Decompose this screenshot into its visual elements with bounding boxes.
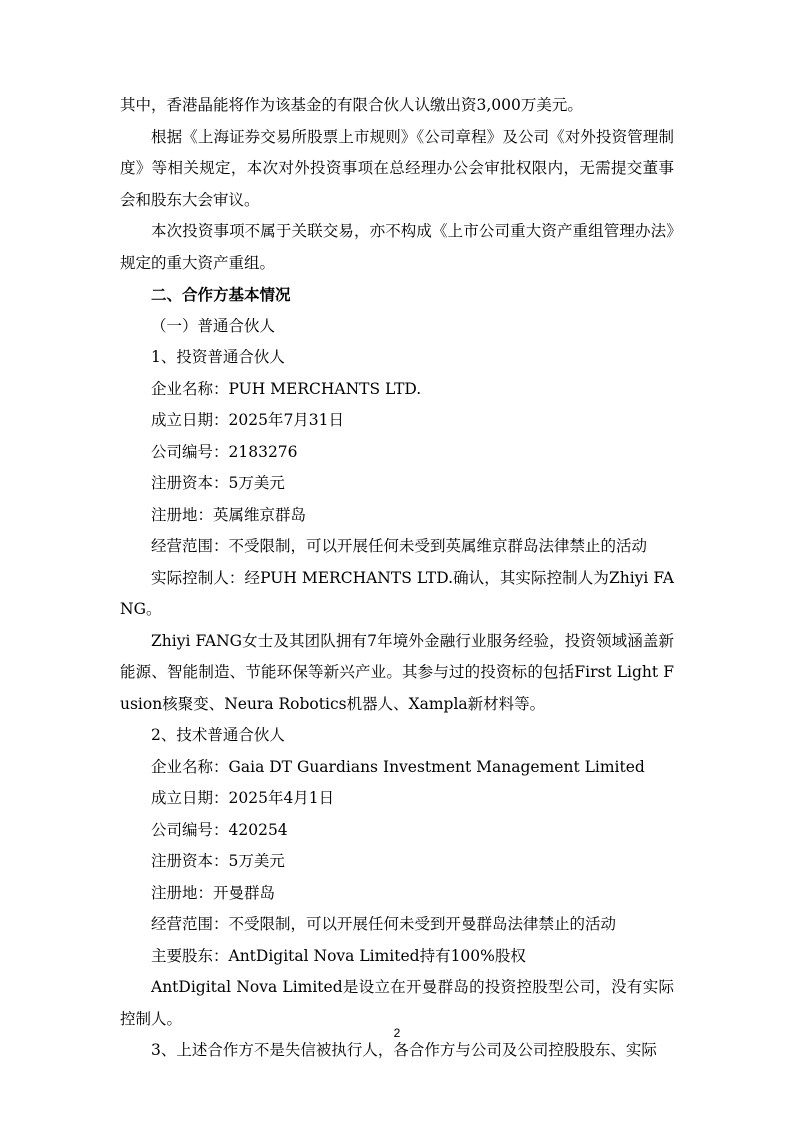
paragraph: 根据《上海证券交易所股票上市规则》《公司章程》及公司《对外投资管理制度》等相关规定，本次对外投资事项在总经理办公会审批权限内，无需提交董事会和股东大会审议。: [120, 127, 674, 209]
document-body: [120, 90, 674, 1067]
field-line: 成立日期：2025年7月31日: [151, 411, 345, 429]
field-line: 实际控制人：经PUH MERCHANTS LTD.确认，其实际控制人为Zhiyi FANG。: [120, 568, 674, 618]
field-line: 注册地：开曼群岛: [151, 883, 276, 902]
item-heading: 1、投资普通合伙人: [151, 348, 285, 366]
section-heading: 二、合作方基本情况: [151, 285, 291, 304]
page-number: 2: [393, 1026, 401, 1040]
field-line: 注册地：英属维京群岛: [151, 505, 307, 524]
field-line: 企业名称：PUH MERCHANTS LTD.: [151, 379, 422, 398]
field-line: 主要股东：AntDigital Nova Limited持有100%股权: [151, 946, 526, 965]
field-line: 成立日期：2025年4月1日: [151, 789, 335, 807]
paragraph: 3、上述合作方不是失信被执行人，各合作方与公司及公司控股股东、实际: [151, 1041, 657, 1059]
paragraph: AntDigital Nova Limited是设立在开曼群岛的投资控股型公司，没有实际控制人。: [120, 978, 674, 1028]
field-line: 经营范围：不受限制，可以开展任何未受到英属维京群岛法律禁止的活动: [151, 537, 648, 555]
field-line: 公司编号：2183276: [151, 442, 298, 461]
field-line: 注册资本：5万美元: [151, 852, 285, 870]
subsection-heading: （一）普通合伙人: [151, 316, 276, 335]
field-line: 企业名称：Gaia DT Guardians Investment Management Limited: [151, 757, 645, 776]
field-line: 注册资本：5万美元: [151, 474, 285, 492]
paragraph: 其中，香港晶能将作为该基金的有限合伙人认缴出资3,000万美元。: [120, 96, 583, 114]
field-line: 经营范围：不受限制，可以开展任何未受到开曼群岛法律禁止的活动: [151, 915, 617, 933]
item-heading: 2、技术普通合伙人: [151, 726, 285, 744]
paragraph: Zhiyi FANG女士及其团队拥有7年境外金融行业服务经验，投资领域涵盖新能源、智能制造、节能环保等新兴产业。其参与过的投资标的包括First Light Fusion核聚变、Neura Robotics机器人、Xampla新材料等。: [120, 631, 674, 713]
paragraph: 本次投资事项不属于关联交易，亦不构成《上市公司重大资产重组管理办法》规定的重大资产重组。: [120, 222, 674, 272]
field-line: 公司编号：420254: [151, 820, 288, 839]
